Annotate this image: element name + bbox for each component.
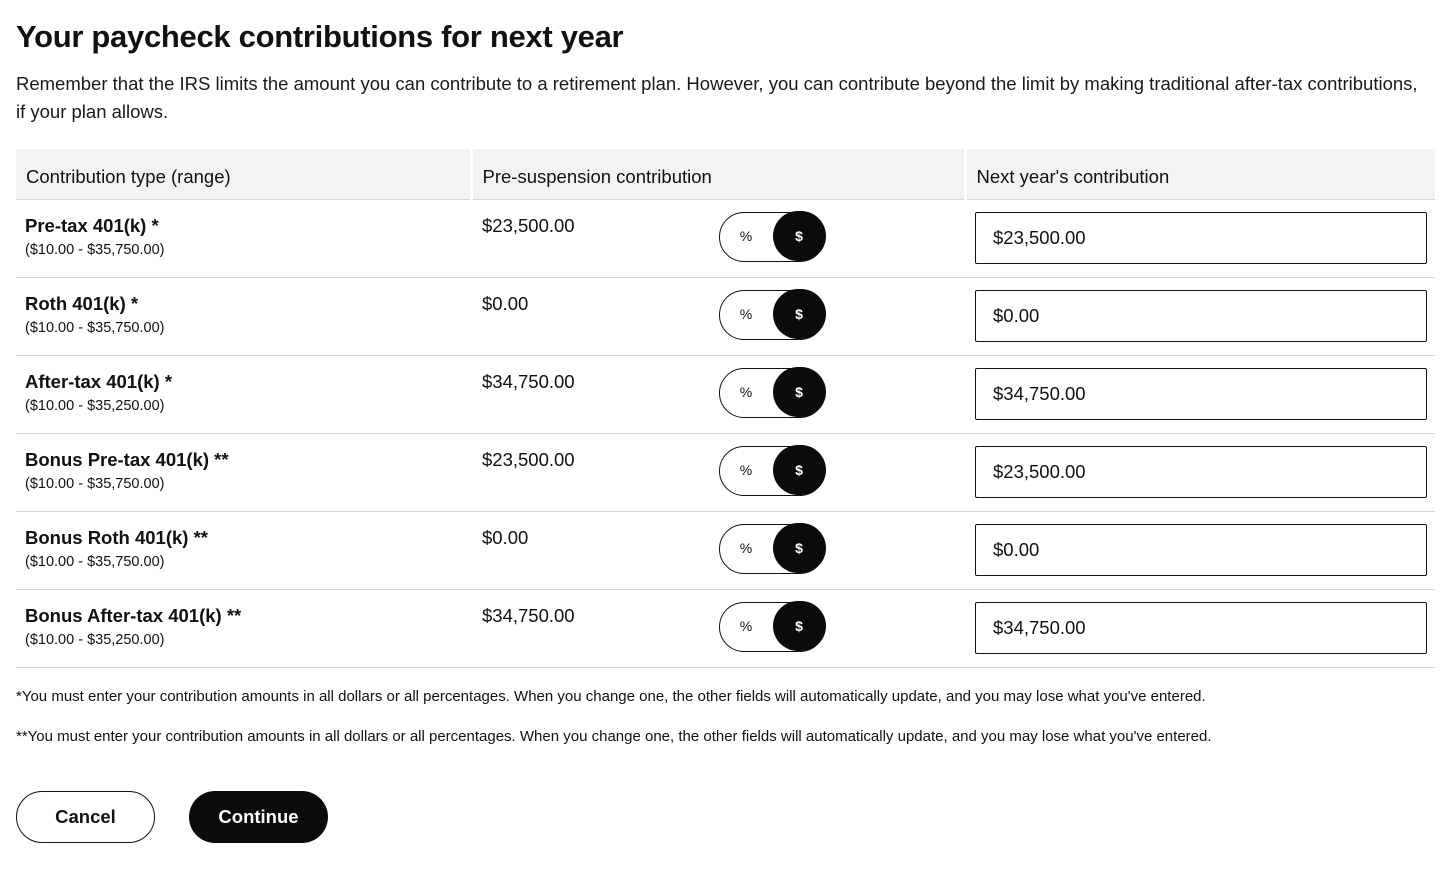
- table-row: [16, 277, 1435, 355]
- table-header-row: [16, 149, 1435, 199]
- table-row: [16, 589, 1435, 667]
- next-year-contribution-input[interactable]: [975, 368, 1427, 420]
- contributions-page: [16, 0, 1436, 827]
- dollar-option-selected[interactable]: $: [773, 367, 826, 417]
- contribution-range: ($10.00 - $35,750.00): [25, 475, 165, 492]
- contribution-type-cell: [16, 511, 471, 589]
- contribution-range: ($10.00 - $35,250.00): [25, 631, 165, 648]
- unit-toggle[interactable]: [719, 602, 825, 652]
- contribution-type-name: Roth 401(k) *: [25, 292, 139, 314]
- contribution-type-cell: [16, 589, 471, 667]
- next-year-cell: [965, 589, 1435, 667]
- table-row: [16, 355, 1435, 433]
- pre-suspension-cell: [471, 277, 965, 355]
- pre-suspension-amount: $34,750.00: [482, 604, 575, 626]
- percent-option[interactable]: %: [739, 617, 753, 634]
- intro-text: Remember that the IRS limits the amount you can contribute to a retirement plan. However, you can contribute beyond the limit by making traditional after-tax contributions, if your plan allows.: [16, 73, 1418, 122]
- pre-suspension-amount: $34,750.00: [482, 370, 575, 392]
- continue-button[interactable]: Continue: [189, 791, 328, 843]
- pre-suspension-amount: $0.00: [482, 292, 529, 314]
- percent-option[interactable]: %: [739, 227, 753, 244]
- page-title: Your paycheck contributions for next year: [16, 19, 624, 54]
- footnote-double-asterisk: **You must enter your contribution amounts in all dollars or all percentages. When you change one, the other fields will automatically update, and you may lose what you've entered.: [16, 728, 1212, 745]
- contribution-type-cell: [16, 199, 471, 277]
- next-year-contribution-input[interactable]: [975, 524, 1427, 576]
- table-row: [16, 199, 1435, 277]
- contribution-range: ($10.00 - $35,750.00): [25, 553, 165, 570]
- next-year-cell: [965, 355, 1435, 433]
- contribution-type-cell: [16, 433, 471, 511]
- unit-toggle[interactable]: [719, 290, 825, 340]
- contribution-range: ($10.00 - $35,250.00): [25, 397, 165, 414]
- contributions-table: [16, 149, 1435, 668]
- footnote-single-asterisk: *You must enter your contribution amounts in all dollars or all percentages. When you change one, the other fields will automatically update, and you may lose what you've entered.: [16, 688, 1206, 705]
- pre-suspension-amount: $23,500.00: [482, 214, 575, 236]
- pre-suspension-cell: [471, 589, 965, 667]
- next-year-cell: [965, 511, 1435, 589]
- unit-toggle[interactable]: [719, 212, 825, 262]
- next-year-cell: [965, 433, 1435, 511]
- contribution-type-name: Bonus Pre-tax 401(k) **: [25, 448, 229, 470]
- pre-suspension-cell: [471, 199, 965, 277]
- column-header-pre-suspension: Pre-suspension contribution: [471, 149, 965, 199]
- contribution-type-name: Bonus Roth 401(k) **: [25, 526, 208, 548]
- contribution-type-name: After-tax 401(k) *: [25, 370, 173, 392]
- contribution-type-name: Bonus After-tax 401(k) **: [25, 604, 242, 626]
- table-row: [16, 433, 1435, 511]
- next-year-contribution-input[interactable]: [975, 212, 1427, 264]
- contribution-range: ($10.00 - $35,750.00): [25, 241, 165, 258]
- pre-suspension-cell: [471, 355, 965, 433]
- percent-option[interactable]: %: [739, 383, 753, 400]
- dollar-option-selected[interactable]: $: [773, 211, 826, 261]
- table-row: [16, 511, 1435, 589]
- percent-option[interactable]: %: [739, 305, 753, 322]
- dollar-option-selected[interactable]: $: [773, 445, 826, 495]
- contribution-range: ($10.00 - $35,750.00): [25, 319, 165, 336]
- pre-suspension-amount: $0.00: [482, 526, 529, 548]
- pre-suspension-cell: [471, 433, 965, 511]
- next-year-cell: [965, 199, 1435, 277]
- next-year-contribution-input[interactable]: [975, 602, 1427, 654]
- column-header-next-year: Next year's contribution: [965, 149, 1435, 199]
- unit-toggle[interactable]: [719, 368, 825, 418]
- contribution-type-name: Pre-tax 401(k) *: [25, 214, 159, 236]
- cancel-button[interactable]: Cancel: [16, 791, 155, 843]
- pre-suspension-amount: $23,500.00: [482, 448, 575, 470]
- contribution-type-cell: [16, 355, 471, 433]
- contribution-type-cell: [16, 277, 471, 355]
- next-year-cell: [965, 277, 1435, 355]
- dollar-option-selected[interactable]: $: [773, 523, 826, 573]
- dollar-option-selected[interactable]: $: [773, 601, 826, 651]
- unit-toggle[interactable]: [719, 446, 825, 496]
- next-year-contribution-input[interactable]: [975, 290, 1427, 342]
- percent-option[interactable]: %: [739, 539, 753, 556]
- next-year-contribution-input[interactable]: [975, 446, 1427, 498]
- unit-toggle[interactable]: [719, 524, 825, 574]
- pre-suspension-cell: [471, 511, 965, 589]
- column-header-type: Contribution type (range): [16, 149, 471, 199]
- percent-option[interactable]: %: [739, 461, 753, 478]
- dollar-option-selected[interactable]: $: [773, 289, 826, 339]
